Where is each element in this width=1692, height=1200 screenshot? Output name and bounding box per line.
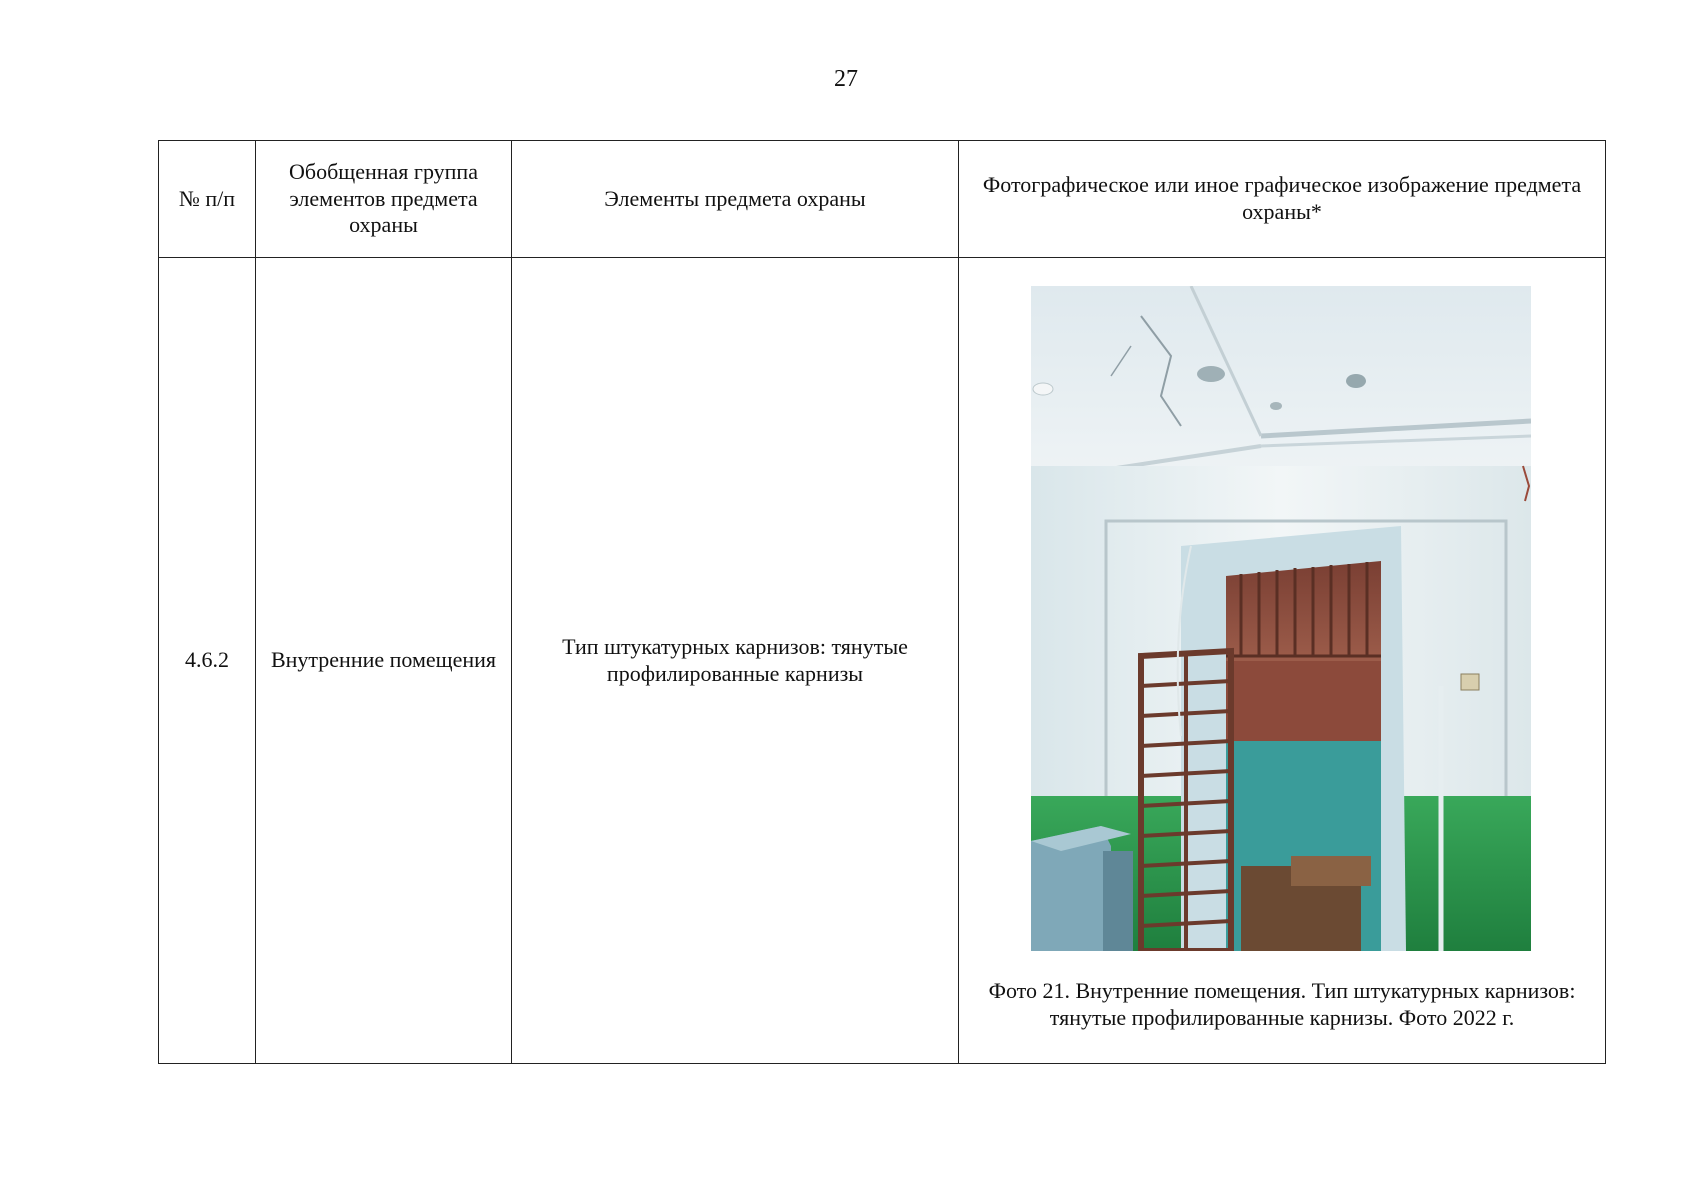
header-number: № п/п [159,141,256,258]
row-number: 4.6.2 [159,258,256,1064]
row-elements: Тип штукатурных карнизов: тянутые профилированные карнизы [512,258,959,1064]
header-elements: Элементы предмета охраны [512,141,959,258]
photo-caption: Фото 21. Внутренние помещения. Тип штукатурных карнизов: тянутые профилированные карнизы. Фото 2022 г. [988,978,1576,1030]
row-group: Внутренние помещения [256,258,512,1064]
page-number: 27 [834,66,858,92]
table-row [159,258,1606,1064]
row-image-cell [959,258,1606,1064]
header-image: Фотографическое или иное графическое изображение предмета охраны* [959,141,1606,258]
table-header-row [159,141,1606,258]
protection-subject-table [158,140,1606,1064]
interior-photo [1031,286,1531,951]
header-group: Обобщенная группа элементов предмета охраны [256,141,512,258]
